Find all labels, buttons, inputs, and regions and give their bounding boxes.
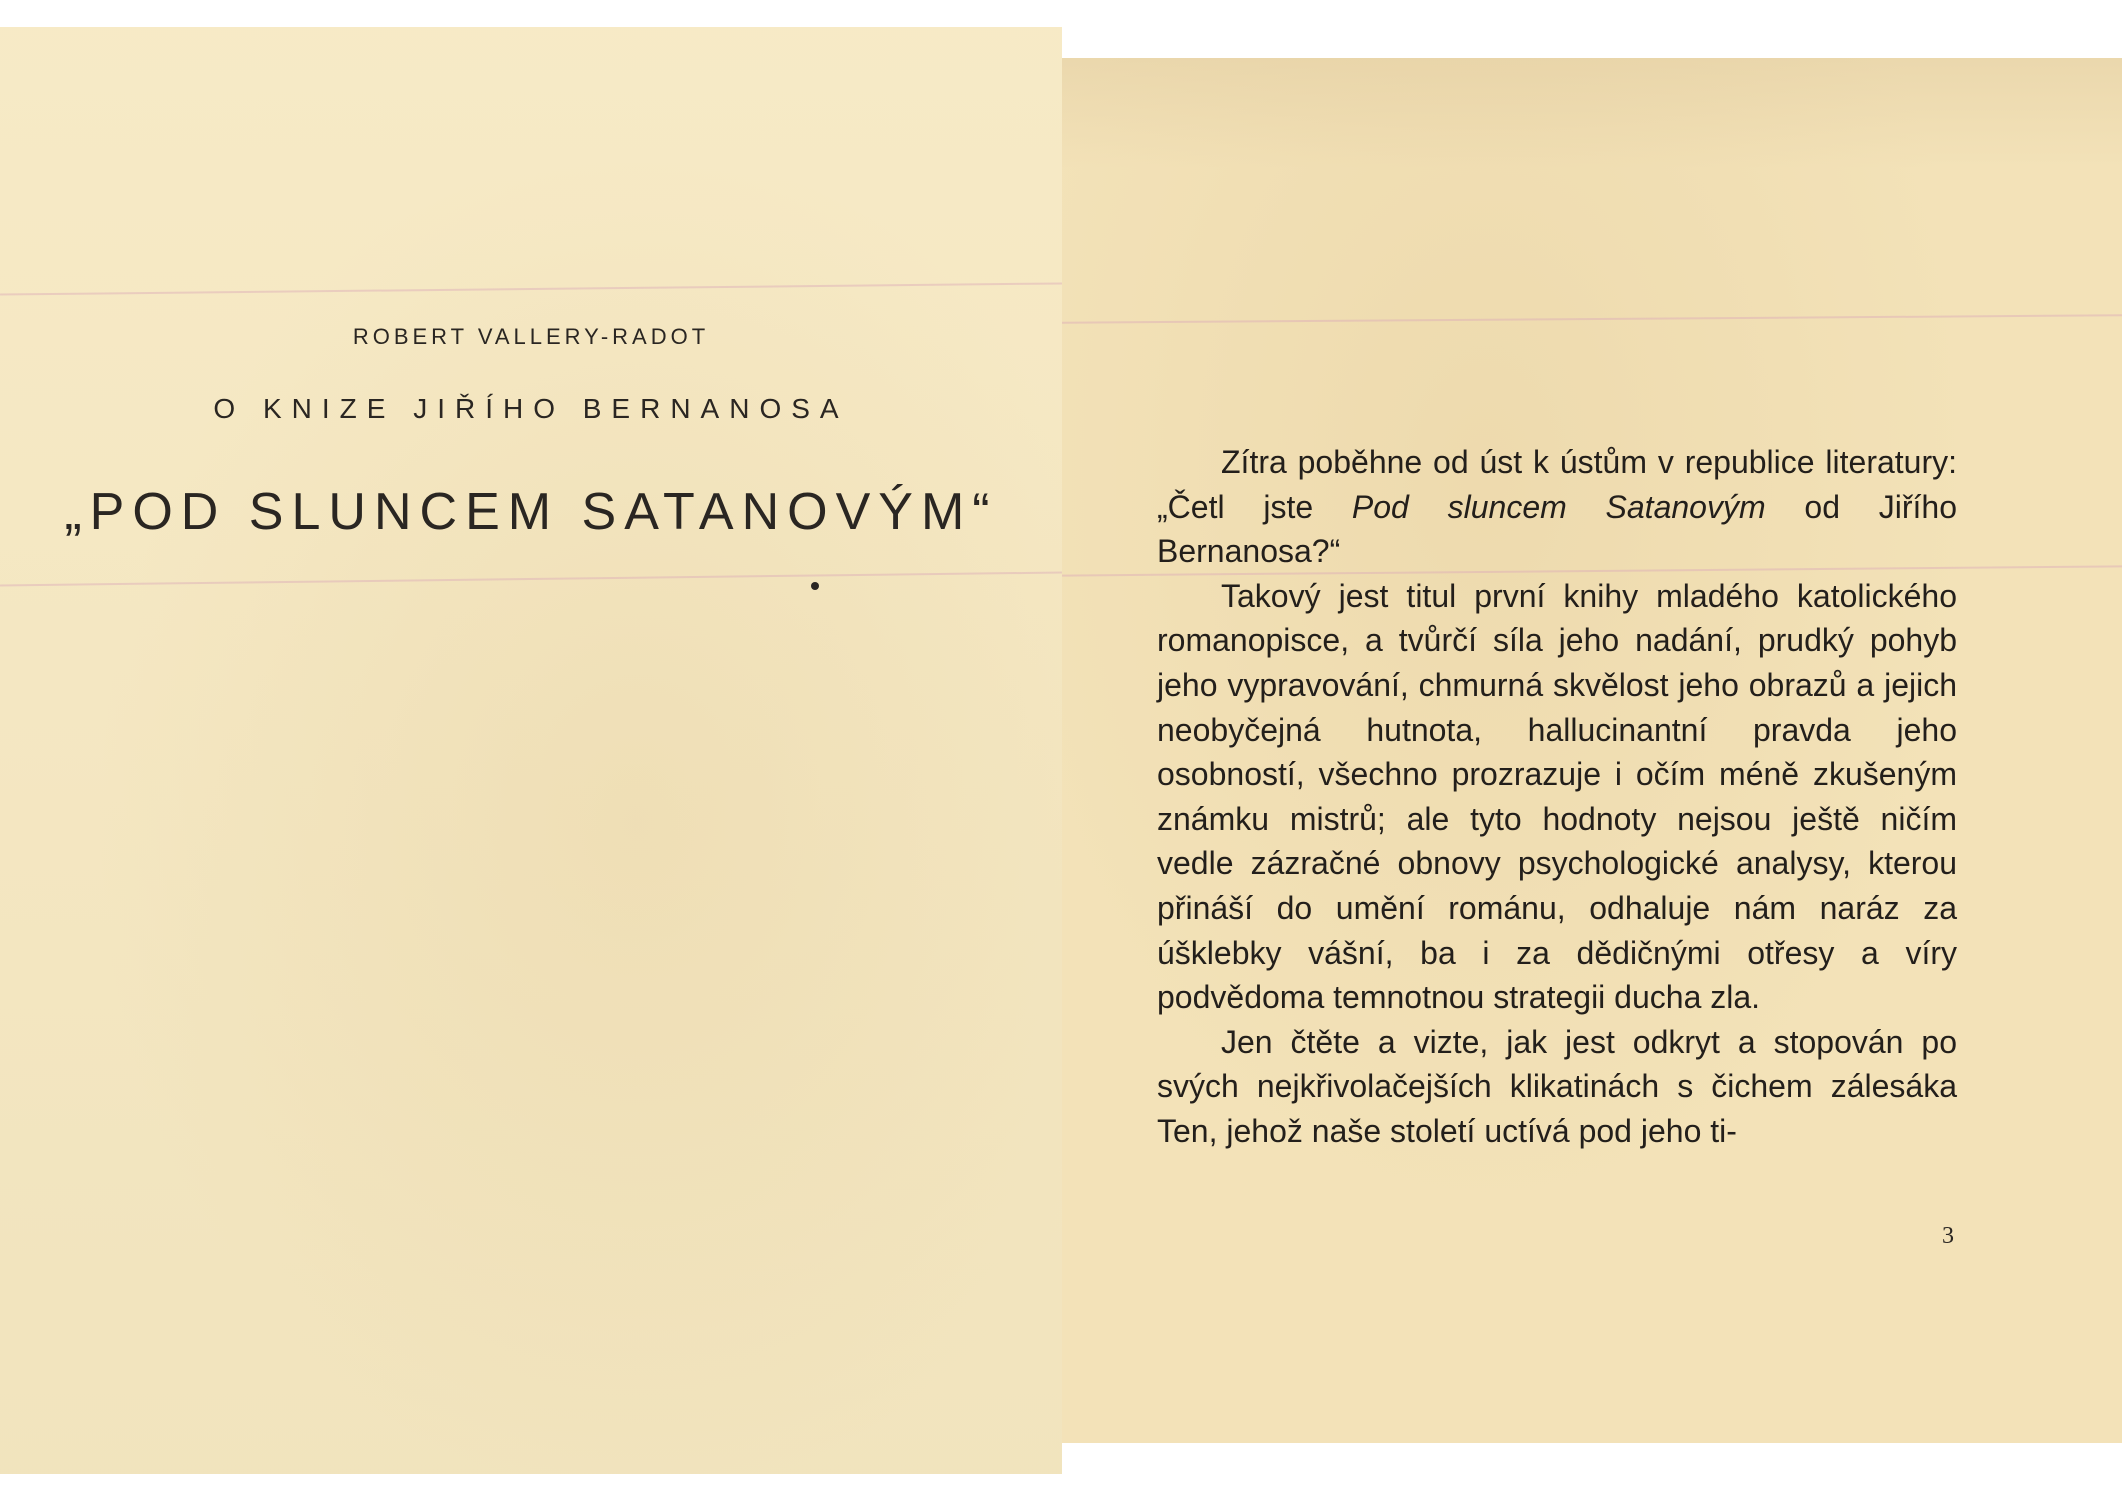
- body-text: [1157, 440, 1957, 1154]
- book-title-italic: Pod sluncem Satanovým: [1351, 488, 1766, 525]
- paragraph: [1157, 440, 1957, 574]
- page-number: 3: [1942, 1223, 1954, 1249]
- paragraph: Jen čtěte a vizte, jak jest odkryt a stopován po svých nejkřivolačejších klikatinách s čichem zálesáka Ten, jehož naše století uctívá pod jeho ti-: [1157, 1023, 1957, 1149]
- paragraph-text: Zítra poběhne od úst k ústům v republice literatury: „Četl jste: [1157, 444, 1957, 525]
- left-page: [0, 27, 1062, 1474]
- ornament-dot: [811, 582, 819, 590]
- paragraph: Takový jest titul první knihy mladého katolického romanopisce, a tvůrčí síla jeho nadání, prudký pohyb jeho vypravování, chmurná skvělost jeho obrazů a jejich neobyčejná hutnota, hallucinantní pravda jeho osobností, všechno prozrazuje i očím méně zkušeným známku mistrů; ale tyto hodnoty nejsou ještě ničím vedle zázračné obnovy psychologické analysy, kterou přináší do umění románu, odhaluje nám naráz za úšklebky vášní, ba i za dědičnými otřesy a víry podvědoma temnotnou strategii ducha zla.: [1157, 577, 1957, 1016]
- paragraph-text: od Jiřího Bernanosa?“: [1157, 488, 1958, 570]
- author-name: ROBERT VALLERY-RADOT: [352, 324, 710, 349]
- book-title: „POD SLUNCEM SATANOVÝM“: [64, 483, 998, 541]
- subtitle: O KNIZE JIŘÍHO BERNANOSA: [213, 393, 849, 424]
